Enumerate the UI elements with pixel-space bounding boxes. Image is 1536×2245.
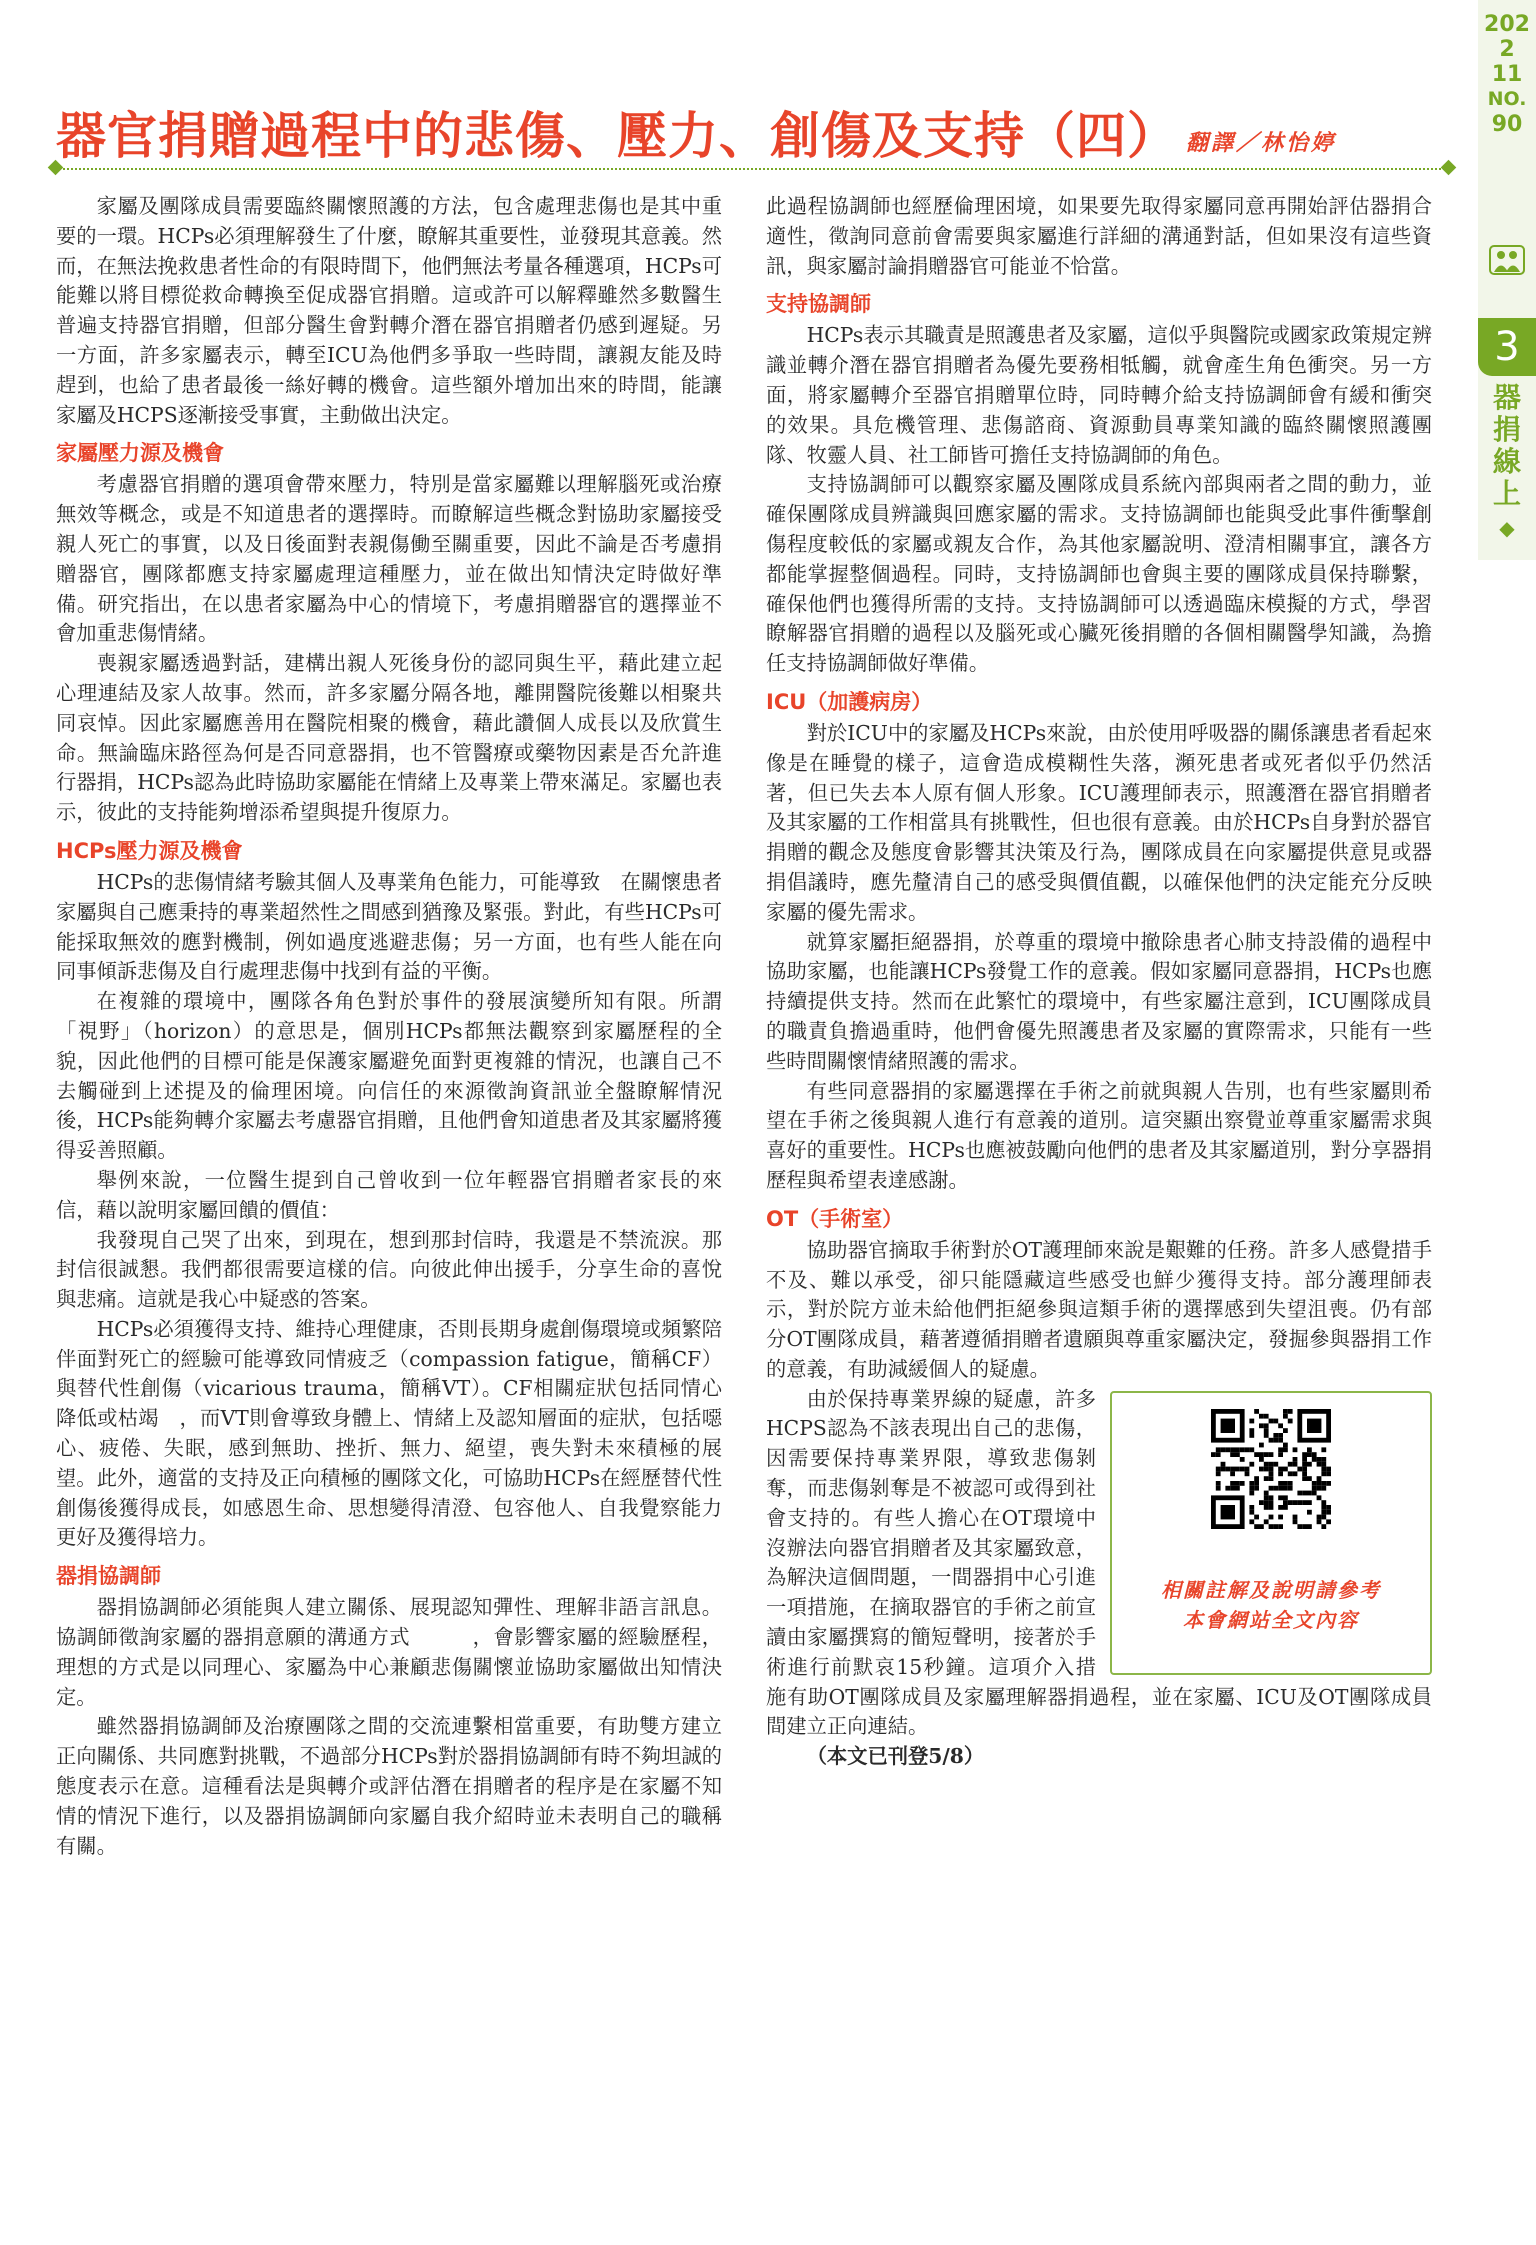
publication-note: （本文已刊登5/8） <box>806 1744 985 1769</box>
title-divider <box>56 168 1448 170</box>
paragraph: 器捐協調師必須能與人建立關係、展現認知彈性、理解非語言訊息。協調師徵詢家屬的器捐意願的溝通方式 ，會影響家屬的經驗歷程，理想的方式是以同理心、家屬為中心兼顧悲傷關懷並協助家屬做出知情決定。 <box>56 1595 722 1709</box>
qr-note <box>1112 1575 1430 1635</box>
paragraph: 有些同意器捐的家屬選擇在手術之前就與親人告別，也有些家屬則希望在手術之後與親人進行有意義的道別。這突顯出察覺並尊重家屬需求與喜好的重要性。HCPs也應被鼓勵向他們的患者及其家屬道別，對分享器捐歷程與希望表達感謝。 <box>766 1078 1432 1192</box>
paragraph: 就算家屬拒絕器捐，於尊重的環境中撤除患者心肺支持設備的過程中協助家屬，也能讓HCPs發覺工作的意義。假如家屬同意器捐，HCPs也應持續提供支持。然而在此繁忙的環境中，有些家屬注意到，ICU團隊成員的職責負擔過重時，他們會優先照護患者及家屬的實際需求，只能有一些些時間關懷情緒照護的需求。 <box>766 929 1432 1073</box>
section-heading: OT（手術室） <box>766 1206 904 1231</box>
paragraph: 支持協調師可以觀察家屬及團隊成員系統內部與兩者之間的動力，並確保團隊成員辨識與回應家屬的需求。支持協調師也能與受此事件衝擊創傷程度較低的家屬或親友合作，為其他家屬說明、澄清相關事宜，讓各方都能掌握整個過程。同時，支持協調師也會與主要的團隊成員保持聯繫，確保他們也獲得所需的支持。支持協調師可以透過臨床模擬的方式，學習瞭解器官捐贈的過程以及腦死或心臟死後捐贈的各個相關醫學知識，為擔任支持協調師做好準備。 <box>766 472 1432 676</box>
qr-code-icon[interactable] <box>1211 1409 1331 1529</box>
issue-date <box>1478 12 1536 137</box>
paragraph: HCPs必須獲得支持、維持心理健康，否則長期身處創傷環境或頻繁陪伴面對死亡的經驗可能導致同情疲乏（compassion fatigue，簡稱CF）與替代性創傷（vicarious trauma，簡稱VT）。CF相關症狀包括同情心降低或枯竭 ，而VT則會導致身體上、情緒上及認知層面的症狀，包括噁心、疲倦、失眠，感到無助、挫折、無力、絕望，喪失對未來積極的展望。此外，適當的支持及正向積極的團隊文化，可協助HCPs在經歷替代性創傷後獲得成長，如感恩生命、思想變得清澄、包容他人、自我覺察能力更好及獲得培力。 <box>56 1316 722 1550</box>
diamond-icon: ◆ <box>1499 516 1515 540</box>
year-text: 2022 <box>1484 12 1530 62</box>
translator-credit: 翻譯／林怡婷 <box>1186 130 1337 156</box>
section-heading: 家屬壓力源及機會 <box>56 441 224 466</box>
issue-number: 90 <box>1491 112 1523 137</box>
sidebar <box>1478 0 1536 560</box>
paragraph: 協助器官摘取手術對於OT護理師來說是艱難的任務。許多人感覺措手不及、難以承受，卻只能隱藏這些感受也鮮少獲得支持。部分護理師表示，對於院方並未給他們拒絕參與這類手術的選擇感到失望沮喪。仍有部分OT團隊成員，藉著遵循捐贈者遺願與尊重家屬決定，發掘參與器捐工作的意義，有助減緩個人的疑慮。 <box>766 1237 1432 1381</box>
paragraph: 我發現自己哭了出來，到現在，想到那封信時，我還是不禁流淚。那封信很誠懇。我們都很需要這樣的信。向彼此伸出援手，分享生命的喜悅與悲痛。這就是我心中疑惑的答案。 <box>56 1227 722 1312</box>
section-heading: 器捐協調師 <box>56 1564 161 1589</box>
page-number: 3 <box>1478 318 1536 376</box>
paragraph: 對於ICU中的家屬及HCPs來說，由於使用呼吸器的關係讓患者看起來像是在睡覺的樣子，這會造成模糊性失落，瀕死患者或死者似乎仍然活著，但已失去本人原有個人形象。ICU護理師表示，照護潛在器官捐贈者及其家屬的工作相當具有挑戰性，但也很有意義。由於HCPs自身對於器官捐贈的觀念及態度會影響其決策及行為，團隊成員在向家屬提供意見或器捐倡議時，應先釐清自己的感受與價值觀，以確保他們的決定能充分反映家屬的優先需求。 <box>766 720 1432 924</box>
section-heading: ICU（加護病房） <box>766 689 933 714</box>
paragraph: 家屬及團隊成員需要臨終關懷照護的方法，包含處理悲傷也是其中重要的一環。HCPs必須理解發生了什麼，瞭解其重要性，並發現其意義。然而，在無法挽救患者性命的有限時間下，他們無法考量各種選項，HCPs可能難以將目標從救命轉換至促成器官捐贈。這或許可以解釋雖然多數醫生普遍支持器官捐贈，但部分醫生會對轉介潛在器官捐贈者仍感到遲疑。另一方面，許多家屬表示，轉至ICU為他們多爭取一些時間，讓親友能及時趕到，也給了患者最後一絲好轉的機會。這些額外增加出來的時間，能讓家屬及HCPS逐漸接受事實，主動做出決定。 <box>56 194 722 427</box>
qr-note-line: 本會網站全文內容 <box>1183 1607 1359 1632</box>
qr-note-line: 相關註解及說明請參考 <box>1161 1577 1381 1602</box>
section-heading: HCPs壓力源及機會 <box>56 838 243 863</box>
left-column <box>56 192 722 1861</box>
paragraph: 考慮器官捐贈的選項會帶來壓力，特別是當家屬難以理解腦死或治療無效等概念，或是不知道患者的選擇時。而瞭解這些概念對協助家屬接受親人死亡的事實，以及日後面對表親傷働至關重要，因此不論是否考慮捐贈器官，團隊都應支持家屬處理這種壓力，並在做出知情決定時做好準備。研究指出，在以患者家屬為中心的情境下，考慮捐贈器官的選擇並不會加重悲傷情緒。 <box>56 472 722 646</box>
paragraph: 在複雜的環境中，團隊各角色對於事件的發展演變所知有限。所謂「視野」（horizon）的意思是，個別HCPs都無法觀察到家屬歷程的全貌，因此他們的目標可能是保護家屬避免面對更複雜的情況，也讓自己不去觸碰到上述提及的倫理困境。向信任的來源徵詢資訊並全盤瞭解情況後，HCPs能夠轉介家屬去考慮器官捐贈，且他們會知道患者及其家屬將獲得妥善照顧。 <box>56 989 722 1163</box>
column-name-text: 器捐線上 <box>1492 381 1521 510</box>
issue-label: NO. <box>1487 88 1527 110</box>
page-title: 器官捐贈過程中的悲傷、壓力、創傷及支持（四） <box>56 106 1178 165</box>
divider-diamond-right <box>1441 160 1457 176</box>
paragraph: 喪親家屬透過對話，建構出親人死後身份的認同與生平，藉此建立起心理連結及家人故事。然而，許多家屬分隔各地，離開醫院後難以相聚共同哀悼。因此家屬應善用在醫院相聚的機會，藉此讚個人成長以及欣賞生命。無論臨床路徑為何是否同意器捐，也不管醫療或藥物因素是否允許進行器捐，HCPs認為此時協助家屬能在情緒上及專業上帶來滿足。家屬也表示，彼此的支持能夠增添希望與提升復原力。 <box>56 651 722 825</box>
paragraph: 此過程協調師也經歷倫理困境，如果要先取得家屬同意再開始評估器捐合適性，徵詢同意前會需要與家屬進行詳細的溝通對話，但如果沒有這些資訊，與家屬討論捐贈器官可能並不恰當。 <box>766 194 1432 278</box>
paragraph: 舉例來說，一位醫生提到自己曾收到一位年輕器官捐贈者家長的來信，藉以說明家屬回饋的價值： <box>56 1167 722 1222</box>
paragraph: 由於保持專業界線的疑慮，許多HCPS認為不該表現出自己的悲傷，因需要保持專業界限，導致悲傷剝奪，而悲傷剝奪是不被認可或得到社會支持的。有些人擔心在OT環境中沒辦法向器官捐贈者及其家屬致意，為解決這個問題，一間器捐中心引進一項措施，在摘取器官的手術之前宣讀由家屬撰寫的簡短聲明，接著於手術進行前默哀15秒鐘。這項介入措施有助OT團隊成員及家屬理解器捐過程，並在家屬、ICU及OT團隊成員間建立正向連結。 <box>766 1386 1432 1739</box>
header <box>56 96 1456 165</box>
qr-info-box <box>1110 1391 1432 1675</box>
month-text: 11 <box>1491 62 1523 87</box>
right-column <box>766 192 1432 1772</box>
section-heading: 支持協調師 <box>766 292 871 317</box>
people-icon <box>1489 245 1525 275</box>
column-name <box>1478 382 1536 544</box>
paragraph: HCPs的悲傷情緒考驗其個人及專業角色能力，可能導致 在關懷患者家屬與自己應秉持的專業超然性之間感到猶豫及緊張。對此，有些HCPs可能採取無效的應對機制，例如過度逃避悲傷；另一方面，也有些人能在向同事傾訴悲傷及自行處理悲傷中找到有益的平衡。 <box>56 869 722 984</box>
paragraph: HCPs表示其職責是照護患者及家屬，這似乎與醫院或國家政策規定辨識並轉介潛在器官捐贈者為優先要務相牴觸，就會產生角色衝突。另一方面，將家屬轉介至器官捐贈單位時，同時轉介給支持協調師會有緩和衝突的效果。具危機管理、悲傷諮商、資源動員專業知識的臨終關懷照護團隊、牧靈人員、社工師皆可擔任支持協調師的角色。 <box>766 323 1432 467</box>
paragraph: 雖然器捐協調師及治療團隊之間的交流連繫相當重要，有助雙方建立正向關係、共同應對挑戰，不過部分HCPs對於器捐協調師有時不夠坦誠的態度表示在意。這種看法是與轉介或評估潛在捐贈者的程序是在家屬不知情的情況下進行，以及器捐協調師向家屬自我介紹時並未表明自己的職稱有關。 <box>56 1714 722 1858</box>
